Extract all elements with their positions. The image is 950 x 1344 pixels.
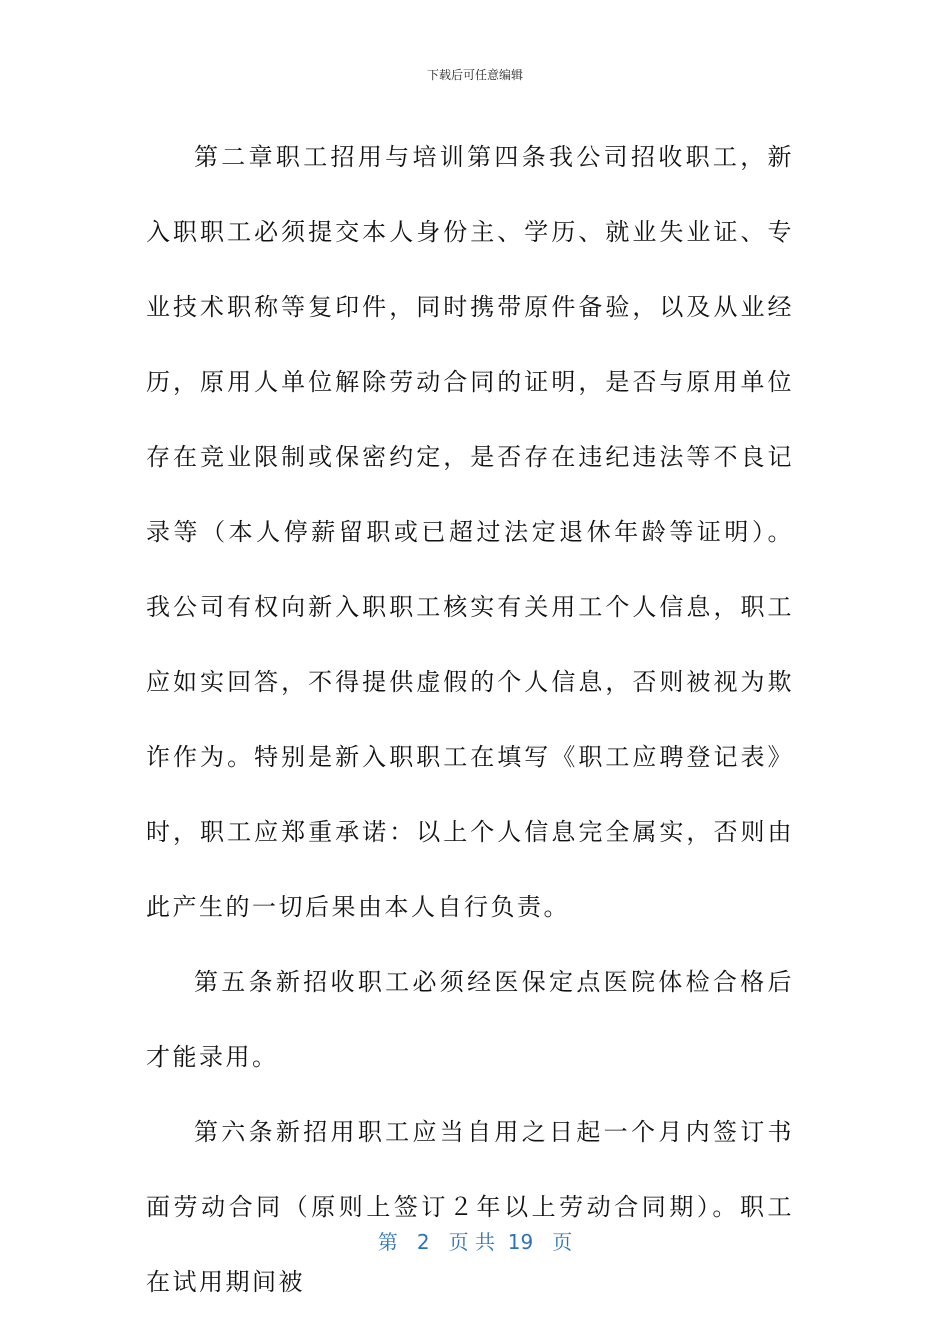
footer-middle: 页 共 (448, 1230, 495, 1254)
page-footer (0, 1226, 950, 1255)
paragraph: 第二章职工招用与培训第四条我公司招收职工，新入职职工必须提交本人身份主、学历、就业失业证、专业技术职称等复印件，同时携带原件备验，以及从业经历，原用人单位解除劳动合同的证明，是否与原用单位存在竞业限制或保密约定，是否存在违纪违法等不良记录等（本人停薪留职或已超过法定退休年龄等证明）。我公司有权向新入职职工核实有关用工个人信息，职工应如实回答，不得提供虚假的个人信息，否则被视为欺诈作为。特别是新入职职工在填写《职工应聘登记表》时，职工应郑重承诺：以上个人信息完全属实，否则由此产生的一切后果由本人自行负责。 (146, 143, 794, 921)
document-body (146, 120, 794, 1320)
footer-total-pages: 19 (507, 1230, 534, 1254)
page-header: 下载后可任意编辑 (426, 68, 523, 82)
footer-prefix: 第 (377, 1230, 398, 1254)
footer-page-number: 2 (416, 1230, 430, 1254)
paragraph: 第五条新招收职工必须经医保定点医院体检合格后才能录用。 (146, 968, 794, 1071)
footer-suffix: 页 (552, 1230, 573, 1254)
paragraph: 第六条新招用职工应当自用之日起一个月内签订书面劳动合同（原则上签订２年以上劳动合同期）。职工在试用期间被 (146, 1118, 794, 1296)
